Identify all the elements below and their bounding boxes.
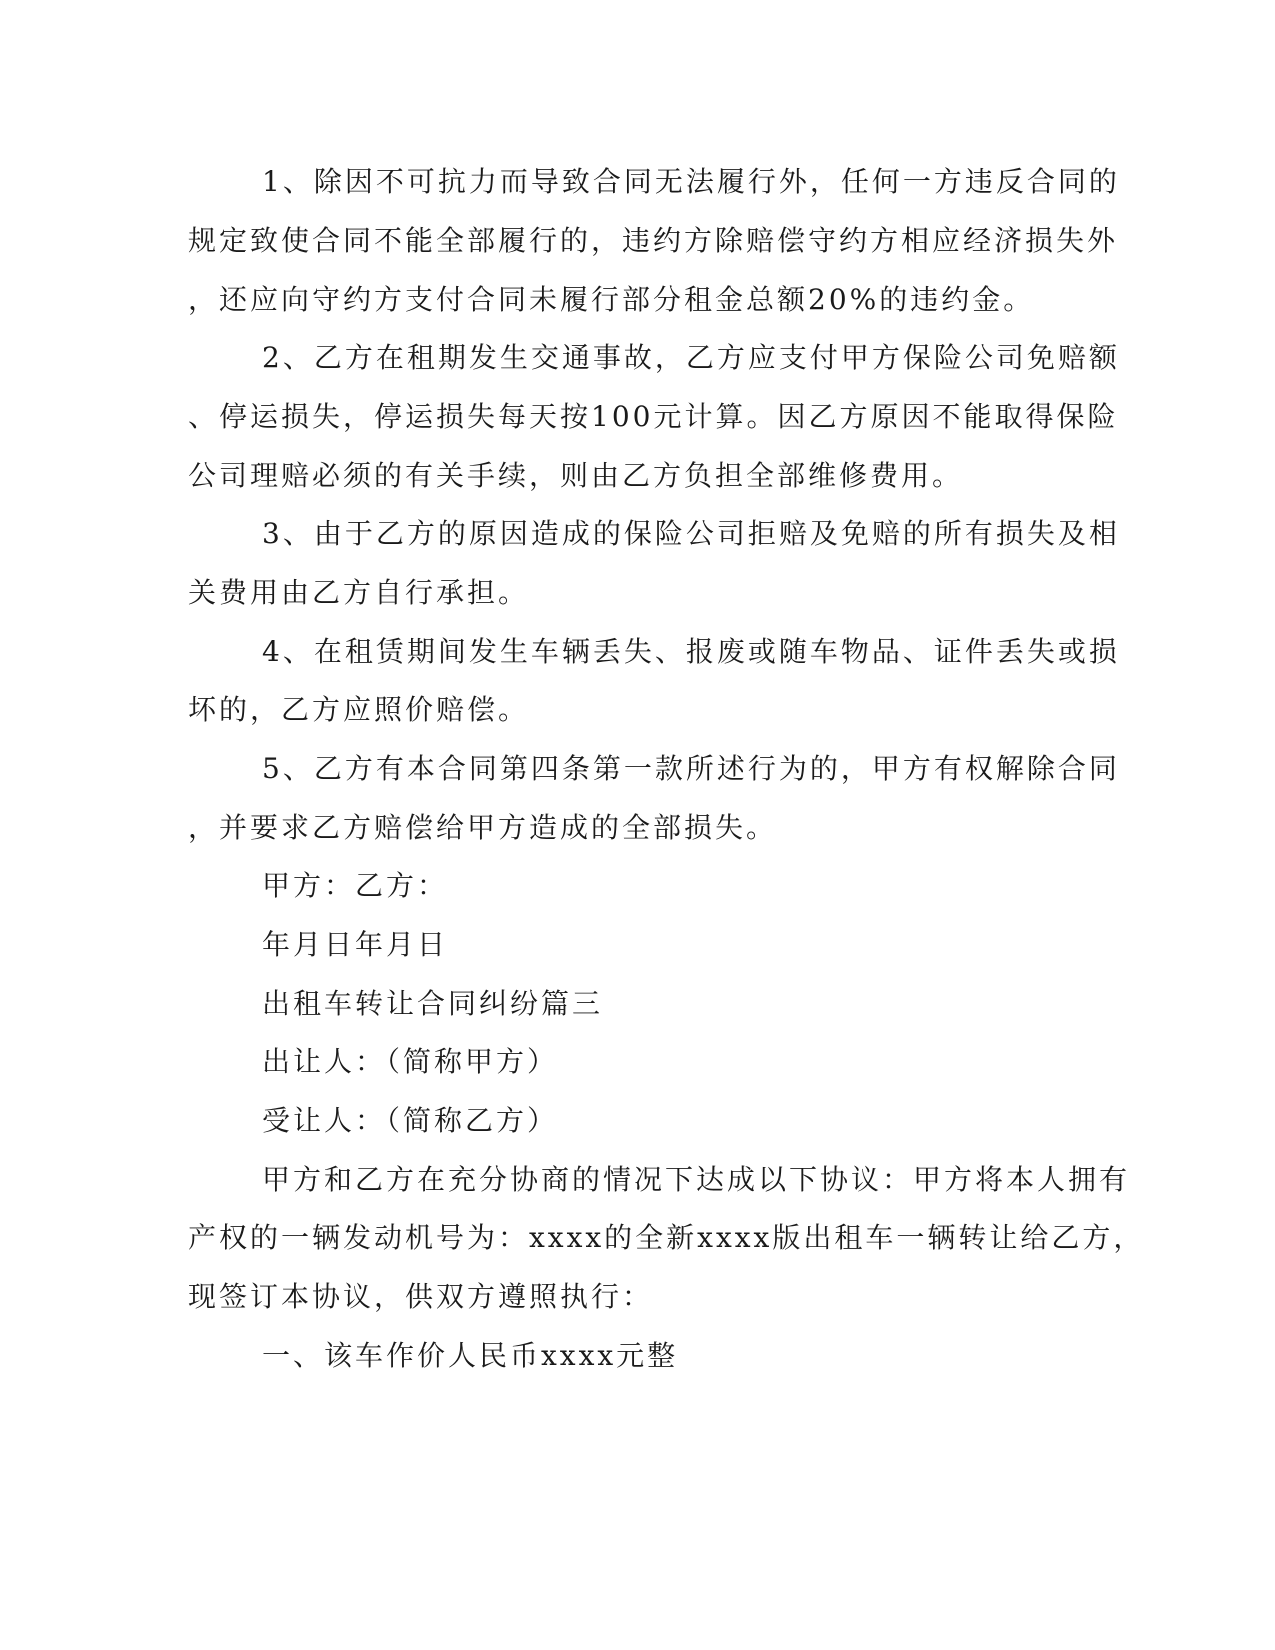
paragraph-1-line-3: ，还应向守约方支付合同未履行部分租金总额20%的违约金。: [188, 283, 1035, 316]
clause-one-line: 一、该车作价人民币xxxx元整: [262, 1339, 679, 1372]
agreement-line-3: 现签订本协议，供双方遵照执行：: [188, 1280, 654, 1313]
transferee-line: 受让人：（简称乙方）: [262, 1104, 559, 1137]
paragraph-1-line-2: 规定致使合同不能全部履行的，违约方除赔偿守约方相应经济损失外: [188, 224, 1119, 257]
paragraph-1-line-1: 1、除因不可抗力而导致合同无法履行外，任何一方违反合同的: [262, 165, 1120, 198]
paragraph-5-line-1: 5、乙方有本合同第四条第一款所述行为的，甲方有权解除合同: [262, 752, 1120, 785]
paragraph-4-line-2: 坏的，乙方应照价赔偿。: [188, 693, 530, 726]
agreement-line-1: 甲方和乙方在充分协商的情况下达成以下协议：甲方将本人拥有: [262, 1163, 1131, 1196]
paragraph-3-line-2: 关费用由乙方自行承担。: [188, 576, 530, 609]
paragraph-4-line-1: 4、在租赁期间发生车辆丢失、报废或随车物品、证件丢失或损: [262, 635, 1120, 668]
signature-dates: 年月日年月日: [262, 928, 449, 961]
transferor-line: 出让人：（简称甲方）: [262, 1045, 559, 1078]
paragraph-2-line-2: 、停运损失，停运损失每天按100元计算。因乙方原因不能取得保险: [188, 400, 1119, 433]
paragraph-2-line-3: 公司理赔必须的有关手续，则由乙方负担全部维修费用。: [188, 459, 964, 492]
paragraph-3-line-1: 3、由于乙方的原因造成的保险公司拒赔及免赔的所有损失及相: [262, 517, 1120, 550]
paragraph-2-line-1: 2、乙方在租期发生交通事故，乙方应支付甲方保险公司免赔额: [262, 341, 1120, 374]
agreement-line-2: 产权的一辆发动机号为：xxxx的全新xxxx版出租车一辆转让给乙方，: [188, 1221, 1145, 1254]
paragraph-5-line-2: ，并要求乙方赔偿给甲方造成的全部损失。: [188, 811, 778, 844]
section-heading: 出租车转让合同纠纷篇三: [262, 987, 604, 1020]
signature-parties: 甲方：乙方：: [262, 869, 449, 902]
